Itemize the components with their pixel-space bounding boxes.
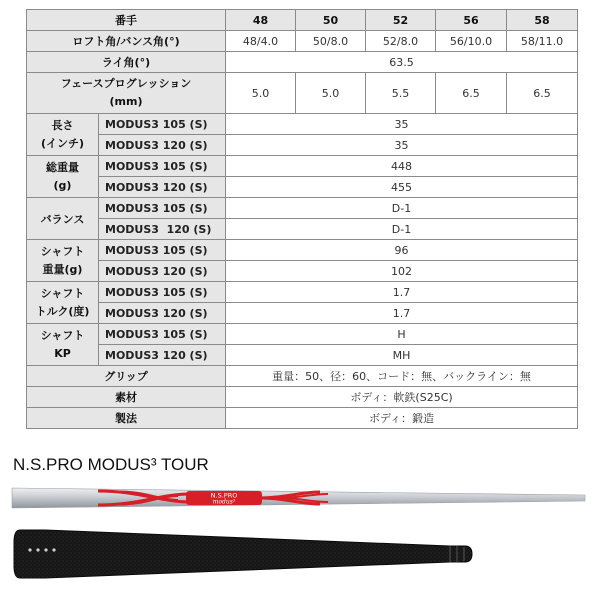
shaft-weight-row <box>27 240 578 261</box>
model-name: MODUS3 105 (S) <box>99 114 226 135</box>
shaft-kp-row <box>27 345 578 366</box>
shaft-logo-text: N.S.PRO <box>210 491 238 500</box>
header-loft: 52 <box>366 10 436 31</box>
header-label: 番手 <box>27 10 226 31</box>
header-row <box>27 10 578 31</box>
material-row <box>27 387 578 408</box>
face-progression-value: 5.0 <box>226 73 296 114</box>
model-name: MODUS3 105 (S) <box>99 240 226 261</box>
total-weight-value: 455 <box>226 177 578 198</box>
material-value: ボディ：軟鉄(S25C) <box>226 387 578 408</box>
balance-row <box>27 198 578 219</box>
balance-value: D-1 <box>226 198 578 219</box>
loft-bounce-value: 50/8.0 <box>296 31 366 52</box>
model-name: MODUS3 120 (S) <box>99 345 226 366</box>
model-name: MODUS3 105 (S) <box>99 324 226 345</box>
method-label: 製法 <box>27 408 226 429</box>
length-row <box>27 114 578 135</box>
grip-dot <box>44 548 47 551</box>
grip-image <box>10 520 590 588</box>
face-progression-value: 6.5 <box>507 73 578 114</box>
face-progression-value: 5.0 <box>296 73 366 114</box>
loft-bounce-row <box>27 31 578 52</box>
method-value: ボディ：鍛造 <box>226 408 578 429</box>
face-progression-label: フェースプログレッション (mm) <box>27 73 226 114</box>
model-name: MODUS3 120 (S) <box>99 177 226 198</box>
loft-bounce-value: 52/8.0 <box>366 31 436 52</box>
header-loft: 50 <box>296 10 366 31</box>
loft-bounce-value: 48/4.0 <box>226 31 296 52</box>
grip-label: グリップ <box>27 366 226 387</box>
loft-bounce-label: ロフト角/バンス角(°) <box>27 31 226 52</box>
shaft-torque-value: 1.7 <box>226 282 578 303</box>
balance-value: D-1 <box>226 219 578 240</box>
balance-row <box>27 219 578 240</box>
shaft-title: N.S.PRO MODUS³ TOUR <box>13 455 209 474</box>
lie-label: ライ角(°) <box>27 52 226 73</box>
face-progression-row <box>27 73 578 114</box>
total-weight-value: 448 <box>226 156 578 177</box>
length-row <box>27 135 578 156</box>
shaft-kp-row <box>27 324 578 345</box>
shaft-torque-row <box>27 282 578 303</box>
grip-dot <box>36 548 39 551</box>
grip-value: 重量：50、径：60、コード：無、バックライン：無 <box>226 366 578 387</box>
header-loft: 48 <box>226 10 296 31</box>
total-weight-row <box>27 177 578 198</box>
spec-table <box>26 9 578 429</box>
shaft-weight-value: 102 <box>226 261 578 282</box>
total-weight-label: 総重量 (g) <box>27 156 99 198</box>
balance-label: バランス <box>27 198 99 240</box>
model-name: MODUS3 105 (S) <box>99 156 226 177</box>
length-value: 35 <box>226 135 578 156</box>
shaft-torque-label: シャフト トルク(度) <box>27 282 99 324</box>
lie-row <box>27 52 578 73</box>
header-loft: 58 <box>507 10 578 31</box>
shaft-torque-value: 1.7 <box>226 303 578 324</box>
length-label: 長さ (インチ) <box>27 114 99 156</box>
model-name: MODUS3 105 (S) <box>99 198 226 219</box>
shaft-logo-subtext: modus³ <box>212 498 236 506</box>
header-loft: 56 <box>436 10 507 31</box>
shaft-kp-value: MH <box>226 345 578 366</box>
model-name: MODUS3 120 (S) <box>99 219 226 240</box>
shaft-weight-label: シャフト 重量(g) <box>27 240 99 282</box>
face-progression-value: 6.5 <box>436 73 507 114</box>
loft-bounce-value: 58/11.0 <box>507 31 578 52</box>
shaft-image <box>10 478 590 518</box>
shaft-torque-row <box>27 303 578 324</box>
method-row <box>27 408 578 429</box>
model-name: MODUS3 120 (S) <box>99 135 226 156</box>
model-name: MODUS3 105 (S) <box>99 282 226 303</box>
model-name: MODUS3 120 (S) <box>99 303 226 324</box>
length-value: 35 <box>226 114 578 135</box>
shaft-weight-row <box>27 261 578 282</box>
total-weight-row <box>27 156 578 177</box>
shaft-kp-label: シャフト KP <box>27 324 99 366</box>
face-progression-value: 5.5 <box>366 73 436 114</box>
grip-body <box>14 530 472 578</box>
loft-bounce-value: 56/10.0 <box>436 31 507 52</box>
material-label: 素材 <box>27 387 226 408</box>
grip-dot <box>52 548 55 551</box>
shaft-kp-value: H <box>226 324 578 345</box>
lie-value: 63.5 <box>226 52 578 73</box>
shaft-weight-value: 96 <box>226 240 578 261</box>
grip-dot <box>28 548 31 551</box>
shaft-body <box>12 488 585 508</box>
grip-row <box>27 366 578 387</box>
model-name: MODUS3 120 (S) <box>99 261 226 282</box>
